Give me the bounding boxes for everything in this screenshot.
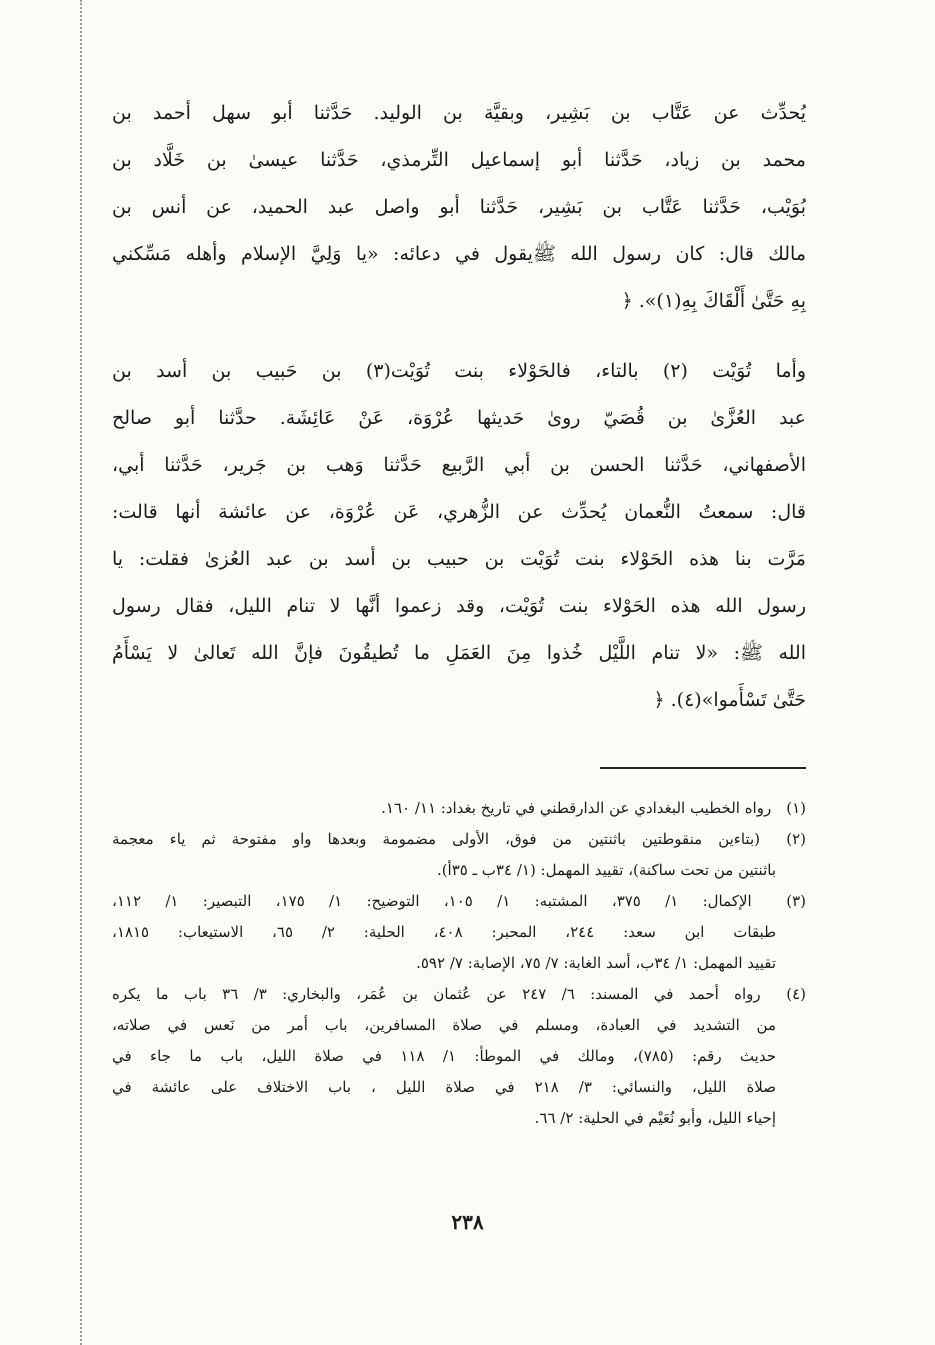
footnote-marker: (١): [786, 799, 806, 817]
text-line: بِهِ حَتَّىٰ أَلْقَاكَ بِهِ(١)». ﴿: [621, 290, 806, 312]
text-line: عبد العُزَّىٰ بن قُصَيّ روىٰ حَديثها عُرْوَة، عَنْ عَائِشَة. حدَّثنا أبو صالح: [112, 407, 806, 429]
footnote-1: [112, 793, 806, 824]
footnote-4: [112, 979, 806, 1134]
footnote-text: حديث رقم: (٧٨٥)، ومالك في الموطأ: ١/ ١١٨ في صلاة الليل، باب ما جاء في: [112, 1047, 776, 1065]
text-line: حَتَّىٰ تَسْأَموا»(٤). ﴿: [653, 689, 806, 711]
text-line: بُوَيْب، حَدَّثنا عَتَّاب بن بَشِير، حَدَّثنا أبو واصل عبد الحميد، عن أنس بن: [112, 196, 806, 218]
footnote-text: رواه أحمد في المسند: ٦/ ٢٤٧ عن عُثمان بن عُمَر، والبخاري: ٣/ ٣٦ باب ما يكره: [112, 985, 761, 1003]
text-line: مَرَّت بنا هذه الحَوْلاء بنت تُوَيْت بن حبيب بن أسد بن عبد العُزىٰ فقلت: يا: [112, 548, 806, 570]
text-line: يُحدِّث عن عَتَّاب بن بَشِير، وبقيَّة بن الوليد. حَدَّثنا أبو سهل أحمد بن: [112, 102, 806, 124]
main-paragraph-1: [112, 90, 806, 325]
main-paragraph-2: [112, 348, 806, 724]
text-line: محمد بن زياد، حَدَّثنا أبو إسماعيل التِّرمذي، حَدَّثنا عيسىٰ بن خَلَّاد بن: [112, 149, 806, 171]
page-binding-edge: [80, 0, 82, 1345]
footnote-text: صلاة الليل، والنسائي: ٣/ ٢١٨ في صلاة الليل ، باب الاختلاف على عائشة في: [112, 1078, 776, 1096]
footnote-2: [112, 824, 806, 886]
footnote-text: الإكمال: ١/ ٣٧٥، المشتبه: ١/ ١٠٥، التوضيح: ١/ ١٧٥، التبصير: ١/ ١١٢،: [112, 892, 752, 910]
footnote-text: باثنتين من تحت ساكنة)، تقييد المهمل: (١/ ٣٤ب ـ ٣٥أ).: [436, 861, 776, 879]
text-line: الله ﷺ: «لا تنام اللَّيْل خُذوا مِنَ العَمَلِ ما تُطيقُونَ فإنَّ الله تَعالىٰ لا يَسْأَمُ: [112, 642, 806, 664]
text-line: الأصفهاني، حَدَّثنا الحسن بن أبي الرَّبيع حَدَّثنا وَهب بن جَرير، حَدَّثنا أبي،: [112, 454, 806, 476]
footnote-3: [112, 886, 806, 979]
footnote-marker: (٣): [786, 892, 806, 910]
footnotes: [112, 793, 806, 1134]
footnote-text: رواه الخطيب البغدادي عن الدارقطني في تاريخ بغداد: ١١/ ١٦٠.: [381, 799, 772, 817]
text-line: قال: سمعتُ النُّعمان يُحدِّث عن الزُّهري، عَن عُرْوَة، عن عائشة أنها قالت:: [112, 501, 806, 523]
footnote-separator: [600, 767, 806, 769]
page-number: ٢٣٨: [451, 1210, 484, 1234]
text-line: رسول الله هذه الحَوْلاء بنت تُوَيْت، وقد زعموا أنَّها لا تنام الليل، فقال رسول: [112, 595, 806, 617]
footnote-marker: (٤): [786, 985, 806, 1003]
footnote-marker: (٢): [786, 830, 806, 848]
footnote-text: إحياء الليل، وأبو نُعَيْم في الحلية: ٢/ ٦٦.: [534, 1109, 776, 1127]
footnote-text: من التشديد في العبادة، ومسلم في صلاة المسافرين، باب أمر من نَعس في صلاته،: [112, 1016, 776, 1034]
footnote-text: تقييد المهمل: ١/ ٣٤ب، أسد الغابة: ٧/ ٧٥، الإصابة: ٧/ ٥٩٢.: [416, 954, 776, 972]
footnote-text: طبقات ابن سعد: ٢٤٤، المحبر: ٤٠٨، الحلية: ٢/ ٦٥، الاستيعاب: ١٨١٥،: [112, 923, 777, 941]
text-line: وأما تُوَيْت (٢) بالتاء، فالحَوْلاء بنت تُوَيْت(٣) بن حَبيب بن أسد بن: [112, 360, 806, 382]
footnote-text: (بتاءين منقوطتين باثنتين من فوق، الأولى مضمومة وبعدها واو مفتوحة ثم ياء معجمة: [112, 830, 760, 848]
text-line: مالك قال: كان رسول الله ﷺيقول في دعائه: «يا وَلِيَّ الإسلام وأهله مَسِّكني: [112, 243, 806, 265]
